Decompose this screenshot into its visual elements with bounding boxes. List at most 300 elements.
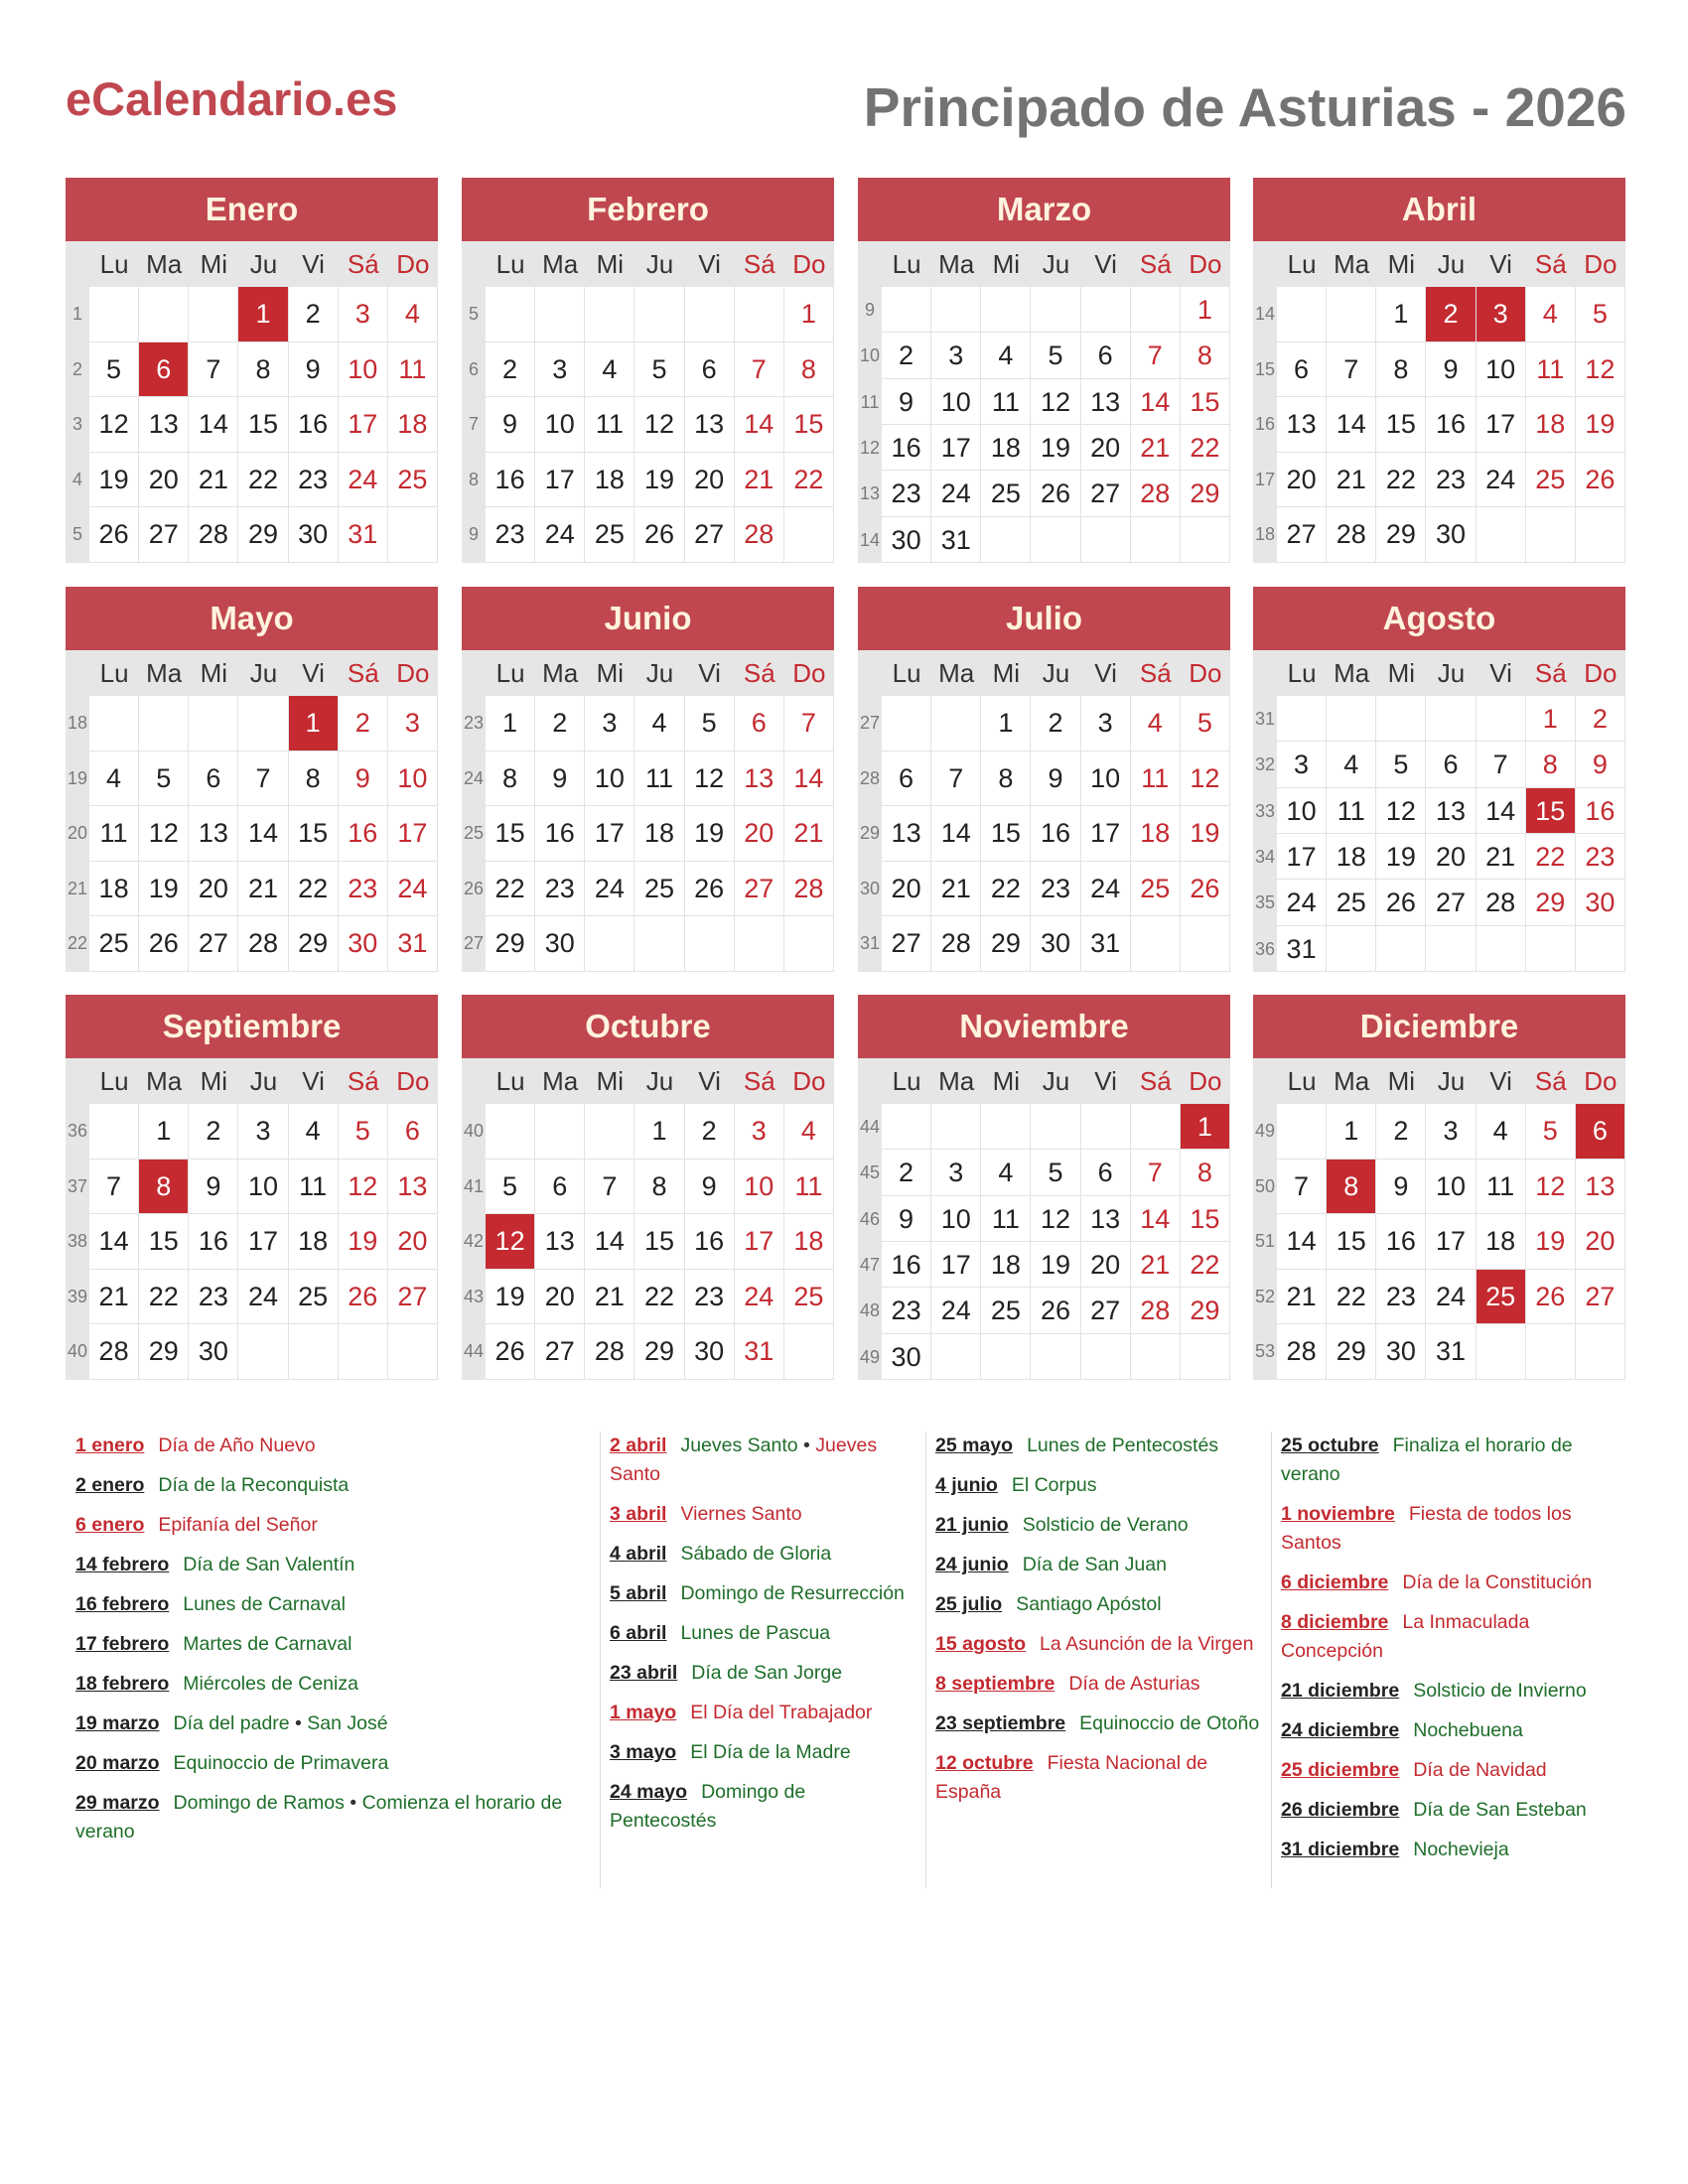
day-cell[interactable]: 22 [1181,425,1230,471]
legend-date-link[interactable]: 4 abril [610,1543,667,1565]
day-cell[interactable]: 14 [1131,379,1181,425]
day-cell[interactable]: 10 [339,342,388,398]
day-cell[interactable]: 14 [784,751,834,807]
day-cell[interactable]: 8 [289,751,339,807]
legend-date-link[interactable]: 8 septiembre [935,1673,1055,1695]
day-cell[interactable]: 24 [931,471,981,516]
day-cell[interactable]: 3 [339,287,388,342]
day-cell[interactable]: 27 [1277,507,1327,563]
day-cell[interactable]: 27 [1576,1270,1625,1325]
day-cell[interactable]: 19 [1376,834,1426,880]
day-cell[interactable]: 30 [1426,507,1476,563]
day-cell[interactable]: 30 [882,1334,931,1380]
legend-date-link[interactable]: 2 enero [75,1474,145,1496]
day-cell[interactable]: 24 [1277,880,1327,925]
day-cell[interactable]: 3 [735,1104,784,1160]
day-cell[interactable]: 3 [238,1104,288,1160]
day-cell[interactable]: 23 [1426,453,1476,508]
day-cell[interactable]: 9 [685,1160,735,1215]
day-cell[interactable]: 21 [1131,425,1181,471]
day-cell[interactable]: 21 [784,806,834,862]
day-cell[interactable]: 8 [1181,333,1230,378]
day-cell[interactable]: 30 [882,517,931,563]
legend-date-link[interactable]: 24 mayo [610,1781,688,1803]
day-cell[interactable]: 20 [1576,1214,1625,1270]
day-cell[interactable]: 13 [1576,1160,1625,1215]
day-cell[interactable]: 18 [1327,834,1376,880]
day-cell[interactable]: 19 [486,1270,535,1325]
day-cell[interactable]: 6 [388,1104,438,1160]
day-cell[interactable]: 12 [1576,342,1625,398]
day-cell[interactable]: 2 [882,333,931,378]
day-cell[interactable]: 25 [585,507,634,563]
day-cell[interactable]: 10 [238,1160,288,1215]
day-cell[interactable]: 18 [585,453,634,508]
legend-date-link[interactable]: 12 octubre [935,1752,1034,1774]
day-cell[interactable]: 8 [634,1160,684,1215]
day-cell[interactable]: 28 [189,507,238,563]
day-cell[interactable]: 4 [388,287,438,342]
day-cell[interactable]: 31 [1426,1324,1476,1380]
day-cell[interactable]: 30 [685,1324,735,1380]
day-cell[interactable]: 26 [685,862,735,917]
legend-date-link[interactable]: 24 diciembre [1281,1719,1400,1741]
day-cell[interactable]: 27 [1426,880,1476,925]
day-cell[interactable]: 23 [289,453,339,508]
day-cell[interactable]: 2 [189,1104,238,1160]
day-cell[interactable]: 3 [1277,742,1327,787]
day-cell[interactable]: 26 [1376,880,1426,925]
day-cell[interactable]: 16 [685,1214,735,1270]
day-cell[interactable]: 30 [289,507,339,563]
day-cell[interactable]: 1 [1181,287,1230,333]
day-cell[interactable]: 16 [535,806,585,862]
day-cell[interactable]: 1 [784,287,834,342]
day-cell[interactable]: 30 [339,916,388,972]
day-cell[interactable]: 2 [1376,1104,1426,1160]
day-cell[interactable]: 13 [535,1214,585,1270]
day-cell[interactable]: 29 [1181,1288,1230,1333]
day-cell[interactable]: 10 [585,751,634,807]
day-cell[interactable]: 7 [89,1160,139,1215]
day-cell[interactable]: 21 [89,1270,139,1325]
day-cell[interactable]: 16 [339,806,388,862]
day-cell[interactable]: 8 [1526,742,1576,787]
day-cell[interactable]: 17 [1081,806,1131,862]
day-cell[interactable]: 11 [784,1160,834,1215]
legend-date-link[interactable]: 25 octubre [1281,1434,1379,1456]
day-cell[interactable]: 15 [238,397,288,453]
day-cell[interactable]: 12 [1376,788,1426,834]
day-cell[interactable]: 6 [735,696,784,751]
day-cell[interactable]: 15 [1376,397,1426,453]
day-cell[interactable]: 5 [1376,742,1426,787]
day-cell[interactable]: 26 [339,1270,388,1325]
legend-date-link[interactable]: 6 diciembre [1281,1571,1389,1593]
day-cell[interactable]: 14 [1277,1214,1327,1270]
day-cell[interactable]: 10 [1477,342,1526,398]
day-cell[interactable]: 15 [1327,1214,1376,1270]
day-cell[interactable]: 26 [1181,862,1230,917]
legend-date-link[interactable]: 17 febrero [75,1633,170,1655]
day-cell[interactable]: 20 [189,862,238,917]
day-cell[interactable]: 8 [981,751,1031,807]
legend-date-link[interactable]: 23 abril [610,1662,678,1684]
day-cell[interactable]: 22 [1526,834,1576,880]
day-cell[interactable]: 25 [1327,880,1376,925]
day-cell[interactable]: 12 [339,1160,388,1215]
day-cell[interactable]: 31 [1277,926,1327,972]
day-cell[interactable]: 28 [784,862,834,917]
day-cell[interactable]: 28 [931,916,981,972]
day-cell[interactable]: 7 [1327,342,1376,398]
day-cell[interactable]: 29 [1181,471,1230,516]
day-cell[interactable]: 16 [486,453,535,508]
day-cell[interactable]: 29 [139,1324,189,1380]
day-cell[interactable]: 11 [981,1196,1031,1242]
day-cell[interactable]: 13 [139,397,189,453]
day-cell[interactable]: 18 [388,397,438,453]
day-cell[interactable]: 24 [535,507,585,563]
day-cell[interactable]: 1 [1526,696,1576,742]
site-logo[interactable]: eCalendario.es [66,72,398,125]
day-cell[interactable]: 17 [931,425,981,471]
day-cell[interactable]: 27 [388,1270,438,1325]
day-cell[interactable]: 15 [1181,1196,1230,1242]
holiday-day-cell[interactable]: 1 [289,696,339,751]
day-cell[interactable]: 12 [1031,379,1080,425]
day-cell[interactable]: 29 [1526,880,1576,925]
day-cell[interactable]: 3 [931,333,981,378]
day-cell[interactable]: 16 [882,1242,931,1288]
day-cell[interactable]: 9 [1031,751,1080,807]
day-cell[interactable]: 24 [339,453,388,508]
day-cell[interactable]: 19 [339,1214,388,1270]
day-cell[interactable]: 7 [1131,333,1181,378]
day-cell[interactable]: 10 [931,1196,981,1242]
day-cell[interactable]: 19 [1576,397,1625,453]
day-cell[interactable]: 6 [1081,1150,1131,1195]
day-cell[interactable]: 7 [735,342,784,398]
legend-date-link[interactable]: 20 marzo [75,1752,160,1774]
day-cell[interactable]: 6 [1426,742,1476,787]
legend-date-link[interactable]: 16 febrero [75,1593,170,1615]
day-cell[interactable]: 29 [634,1324,684,1380]
day-cell[interactable]: 20 [388,1214,438,1270]
day-cell[interactable]: 21 [735,453,784,508]
day-cell[interactable]: 18 [89,862,139,917]
day-cell[interactable]: 27 [535,1324,585,1380]
day-cell[interactable]: 31 [388,916,438,972]
day-cell[interactable]: 2 [339,696,388,751]
day-cell[interactable]: 12 [1031,1196,1080,1242]
day-cell[interactable]: 15 [784,397,834,453]
day-cell[interactable]: 4 [981,1150,1031,1195]
day-cell[interactable]: 26 [1031,1288,1080,1333]
day-cell[interactable]: 7 [931,751,981,807]
day-cell[interactable]: 3 [535,342,585,398]
day-cell[interactable]: 10 [388,751,438,807]
day-cell[interactable]: 10 [535,397,585,453]
day-cell[interactable]: 7 [238,751,288,807]
day-cell[interactable]: 11 [388,342,438,398]
day-cell[interactable]: 30 [1576,880,1625,925]
day-cell[interactable]: 22 [139,1270,189,1325]
day-cell[interactable]: 21 [238,862,288,917]
day-cell[interactable]: 11 [1477,1160,1526,1215]
holiday-day-cell[interactable]: 8 [139,1160,189,1215]
day-cell[interactable]: 30 [189,1324,238,1380]
day-cell[interactable]: 22 [1376,453,1426,508]
day-cell[interactable]: 17 [585,806,634,862]
day-cell[interactable]: 16 [1031,806,1080,862]
day-cell[interactable]: 20 [735,806,784,862]
day-cell[interactable]: 1 [1376,287,1426,342]
legend-date-link[interactable]: 29 marzo [75,1792,160,1814]
day-cell[interactable]: 22 [1181,1242,1230,1288]
day-cell[interactable]: 24 [585,862,634,917]
day-cell[interactable]: 4 [784,1104,834,1160]
day-cell[interactable]: 9 [486,397,535,453]
day-cell[interactable]: 18 [289,1214,339,1270]
day-cell[interactable]: 11 [634,751,684,807]
day-cell[interactable]: 13 [189,806,238,862]
legend-date-link[interactable]: 25 mayo [935,1434,1014,1456]
day-cell[interactable]: 30 [1376,1324,1426,1380]
day-cell[interactable]: 22 [784,453,834,508]
day-cell[interactable]: 6 [685,342,735,398]
legend-date-link[interactable]: 31 diciembre [1281,1839,1400,1860]
day-cell[interactable]: 8 [1376,342,1426,398]
legend-date-link[interactable]: 1 noviembre [1281,1503,1395,1525]
day-cell[interactable]: 29 [981,916,1031,972]
day-cell[interactable]: 13 [882,806,931,862]
legend-date-link[interactable]: 24 junio [935,1554,1009,1575]
day-cell[interactable]: 18 [981,425,1031,471]
day-cell[interactable]: 9 [1376,1160,1426,1215]
day-cell[interactable]: 14 [189,397,238,453]
day-cell[interactable]: 25 [89,916,139,972]
day-cell[interactable]: 7 [1477,742,1526,787]
legend-date-link[interactable]: 14 febrero [75,1554,170,1575]
day-cell[interactable]: 19 [1031,425,1080,471]
legend-date-link[interactable]: 21 diciembre [1281,1680,1400,1702]
day-cell[interactable]: 6 [535,1160,585,1215]
day-cell[interactable]: 16 [1426,397,1476,453]
day-cell[interactable]: 22 [289,862,339,917]
legend-date-link[interactable]: 8 diciembre [1281,1611,1389,1633]
day-cell[interactable]: 3 [388,696,438,751]
day-cell[interactable]: 9 [289,342,339,398]
day-cell[interactable]: 24 [735,1270,784,1325]
day-cell[interactable]: 17 [735,1214,784,1270]
day-cell[interactable]: 9 [535,751,585,807]
day-cell[interactable]: 25 [634,862,684,917]
day-cell[interactable]: 4 [1327,742,1376,787]
day-cell[interactable]: 21 [585,1270,634,1325]
day-cell[interactable]: 17 [238,1214,288,1270]
day-cell[interactable]: 17 [1477,397,1526,453]
day-cell[interactable]: 12 [139,806,189,862]
day-cell[interactable]: 11 [1327,788,1376,834]
day-cell[interactable]: 10 [931,379,981,425]
day-cell[interactable]: 11 [585,397,634,453]
day-cell[interactable]: 20 [1426,834,1476,880]
day-cell[interactable]: 5 [339,1104,388,1160]
day-cell[interactable]: 25 [289,1270,339,1325]
day-cell[interactable]: 25 [784,1270,834,1325]
day-cell[interactable]: 18 [1526,397,1576,453]
day-cell[interactable]: 9 [882,1196,931,1242]
legend-date-link[interactable]: 4 junio [935,1474,998,1496]
day-cell[interactable]: 27 [189,916,238,972]
holiday-day-cell[interactable]: 12 [486,1214,535,1270]
legend-date-link[interactable]: 19 marzo [75,1712,160,1734]
day-cell[interactable]: 27 [735,862,784,917]
day-cell[interactable]: 17 [1426,1214,1476,1270]
day-cell[interactable]: 29 [1376,507,1426,563]
legend-date-link[interactable]: 21 junio [935,1514,1009,1536]
day-cell[interactable]: 10 [735,1160,784,1215]
day-cell[interactable]: 28 [1477,880,1526,925]
day-cell[interactable]: 5 [1181,696,1230,751]
legend-date-link[interactable]: 18 febrero [75,1673,170,1695]
day-cell[interactable]: 2 [535,696,585,751]
day-cell[interactable]: 9 [882,379,931,425]
day-cell[interactable]: 17 [388,806,438,862]
legend-date-link[interactable]: 6 abril [610,1622,667,1644]
day-cell[interactable]: 12 [89,397,139,453]
day-cell[interactable]: 15 [486,806,535,862]
day-cell[interactable]: 13 [735,751,784,807]
day-cell[interactable]: 31 [735,1324,784,1380]
legend-date-link[interactable]: 25 julio [935,1593,1003,1615]
day-cell[interactable]: 22 [238,453,288,508]
day-cell[interactable]: 11 [1526,342,1576,398]
day-cell[interactable]: 20 [685,453,735,508]
day-cell[interactable]: 26 [486,1324,535,1380]
day-cell[interactable]: 26 [1576,453,1625,508]
day-cell[interactable]: 13 [1277,397,1327,453]
day-cell[interactable]: 5 [1031,333,1080,378]
day-cell[interactable]: 20 [1081,425,1131,471]
day-cell[interactable]: 7 [784,696,834,751]
day-cell[interactable]: 5 [1576,287,1625,342]
day-cell[interactable]: 8 [238,342,288,398]
legend-date-link[interactable]: 2 abril [610,1434,667,1456]
day-cell[interactable]: 6 [189,751,238,807]
day-cell[interactable]: 23 [1576,834,1625,880]
day-cell[interactable]: 28 [1131,471,1181,516]
day-cell[interactable]: 17 [931,1242,981,1288]
day-cell[interactable]: 3 [585,696,634,751]
day-cell[interactable]: 22 [486,862,535,917]
day-cell[interactable]: 19 [1526,1214,1576,1270]
day-cell[interactable]: 6 [882,751,931,807]
day-cell[interactable]: 5 [139,751,189,807]
day-cell[interactable]: 5 [1526,1104,1576,1160]
day-cell[interactable]: 7 [189,342,238,398]
legend-date-link[interactable]: 3 abril [610,1503,667,1525]
day-cell[interactable]: 7 [1277,1160,1327,1215]
day-cell[interactable]: 25 [1131,862,1181,917]
day-cell[interactable]: 4 [1526,287,1576,342]
holiday-day-cell[interactable]: 1 [1181,1104,1230,1150]
day-cell[interactable]: 28 [1327,507,1376,563]
day-cell[interactable]: 22 [634,1270,684,1325]
legend-date-link[interactable]: 6 enero [75,1514,145,1536]
day-cell[interactable]: 29 [1327,1324,1376,1380]
day-cell[interactable]: 1 [139,1104,189,1160]
day-cell[interactable]: 15 [1181,379,1230,425]
day-cell[interactable]: 12 [1526,1160,1576,1215]
day-cell[interactable]: 2 [1031,696,1080,751]
day-cell[interactable]: 15 [139,1214,189,1270]
day-cell[interactable]: 16 [189,1214,238,1270]
day-cell[interactable]: 24 [1426,1270,1476,1325]
day-cell[interactable]: 9 [339,751,388,807]
day-cell[interactable]: 28 [735,507,784,563]
day-cell[interactable]: 2 [882,1150,931,1195]
day-cell[interactable]: 20 [535,1270,585,1325]
day-cell[interactable]: 18 [634,806,684,862]
day-cell[interactable]: 4 [89,751,139,807]
day-cell[interactable]: 28 [1131,1288,1181,1333]
day-cell[interactable]: 23 [535,862,585,917]
day-cell[interactable]: 23 [1376,1270,1426,1325]
day-cell[interactable]: 16 [1576,788,1625,834]
day-cell[interactable]: 13 [685,397,735,453]
day-cell[interactable]: 25 [981,471,1031,516]
day-cell[interactable]: 1 [1327,1104,1376,1160]
holiday-day-cell[interactable]: 6 [139,342,189,398]
day-cell[interactable]: 23 [685,1270,735,1325]
day-cell[interactable]: 26 [139,916,189,972]
legend-date-link[interactable]: 25 diciembre [1281,1759,1400,1781]
day-cell[interactable]: 10 [1081,751,1131,807]
day-cell[interactable]: 2 [289,287,339,342]
day-cell[interactable]: 15 [289,806,339,862]
day-cell[interactable]: 26 [89,507,139,563]
day-cell[interactable]: 14 [89,1214,139,1270]
day-cell[interactable]: 8 [486,751,535,807]
day-cell[interactable]: 20 [1081,1242,1131,1288]
day-cell[interactable]: 20 [139,453,189,508]
day-cell[interactable]: 14 [585,1214,634,1270]
day-cell[interactable]: 14 [735,397,784,453]
day-cell[interactable]: 29 [289,916,339,972]
day-cell[interactable]: 13 [1081,379,1131,425]
day-cell[interactable]: 19 [1031,1242,1080,1288]
day-cell[interactable]: 16 [882,425,931,471]
day-cell[interactable]: 2 [486,342,535,398]
day-cell[interactable]: 15 [634,1214,684,1270]
day-cell[interactable]: 13 [388,1160,438,1215]
day-cell[interactable]: 20 [1277,453,1327,508]
day-cell[interactable]: 29 [486,916,535,972]
day-cell[interactable]: 12 [1181,751,1230,807]
legend-date-link[interactable]: 15 agosto [935,1633,1027,1655]
legend-date-link[interactable]: 1 mayo [610,1702,677,1723]
day-cell[interactable]: 31 [1081,916,1131,972]
legend-date-link[interactable]: 5 abril [610,1582,667,1604]
day-cell[interactable]: 10 [1277,788,1327,834]
day-cell[interactable]: 14 [1327,397,1376,453]
day-cell[interactable]: 1 [486,696,535,751]
day-cell[interactable]: 27 [139,507,189,563]
day-cell[interactable]: 23 [882,1288,931,1333]
day-cell[interactable]: 4 [981,333,1031,378]
